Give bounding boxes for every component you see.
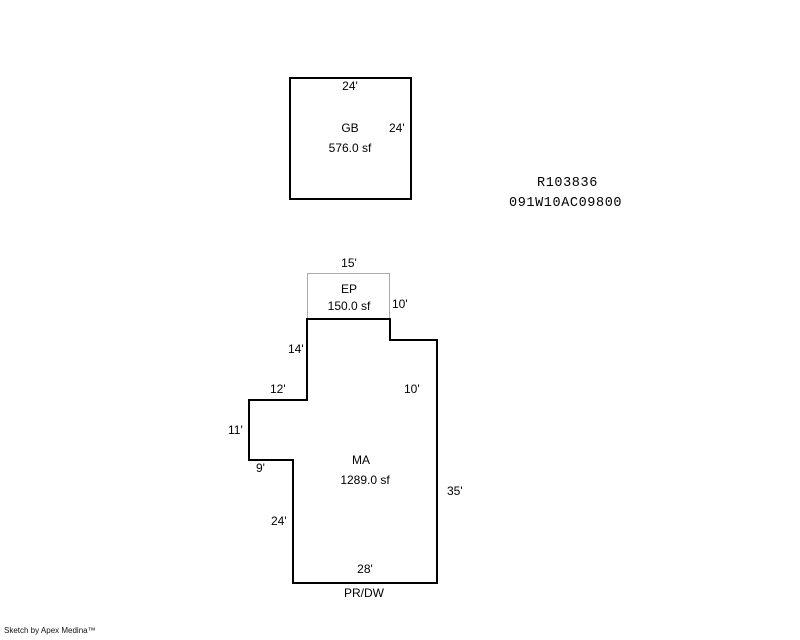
ma-code: MA xyxy=(352,453,370,467)
ma-bottom-label: PR/DW xyxy=(344,586,384,600)
gb-dim-right: 24' xyxy=(389,121,405,135)
ma-dim-bottom: 28' xyxy=(357,562,373,576)
shape-ma xyxy=(249,319,437,583)
ma-dim-mid-left: 12' xyxy=(270,382,286,396)
ma-dim-left-step: 11' xyxy=(228,423,243,437)
gb-dim-top: 24' xyxy=(342,79,358,93)
sketch-credit: Sketch by Apex Medina™ xyxy=(4,626,96,635)
parcel-id-primary: R103836 xyxy=(537,176,598,191)
ma-dim-left-lower: 24' xyxy=(271,514,287,528)
parcel-id-secondary: 091W10AC09800 xyxy=(509,196,623,211)
ep-area: 150.0 sf xyxy=(327,299,371,313)
ma-dim-upper-left: 14' xyxy=(288,342,304,356)
ep-code: EP xyxy=(340,282,358,296)
ma-dim-lower-step: 9' xyxy=(256,461,265,475)
ma-area: 1289.0 sf xyxy=(340,473,390,487)
ep-dim-right: 10' xyxy=(392,297,408,311)
ma-dim-upper-right: 10' xyxy=(404,382,420,396)
shape-gb xyxy=(290,78,411,199)
gb-area: 576.0 sf xyxy=(328,141,372,155)
ma-dim-right: 35' xyxy=(447,484,463,498)
ep-dim-top: 15' xyxy=(341,256,357,270)
gb-code: GB xyxy=(341,121,359,135)
